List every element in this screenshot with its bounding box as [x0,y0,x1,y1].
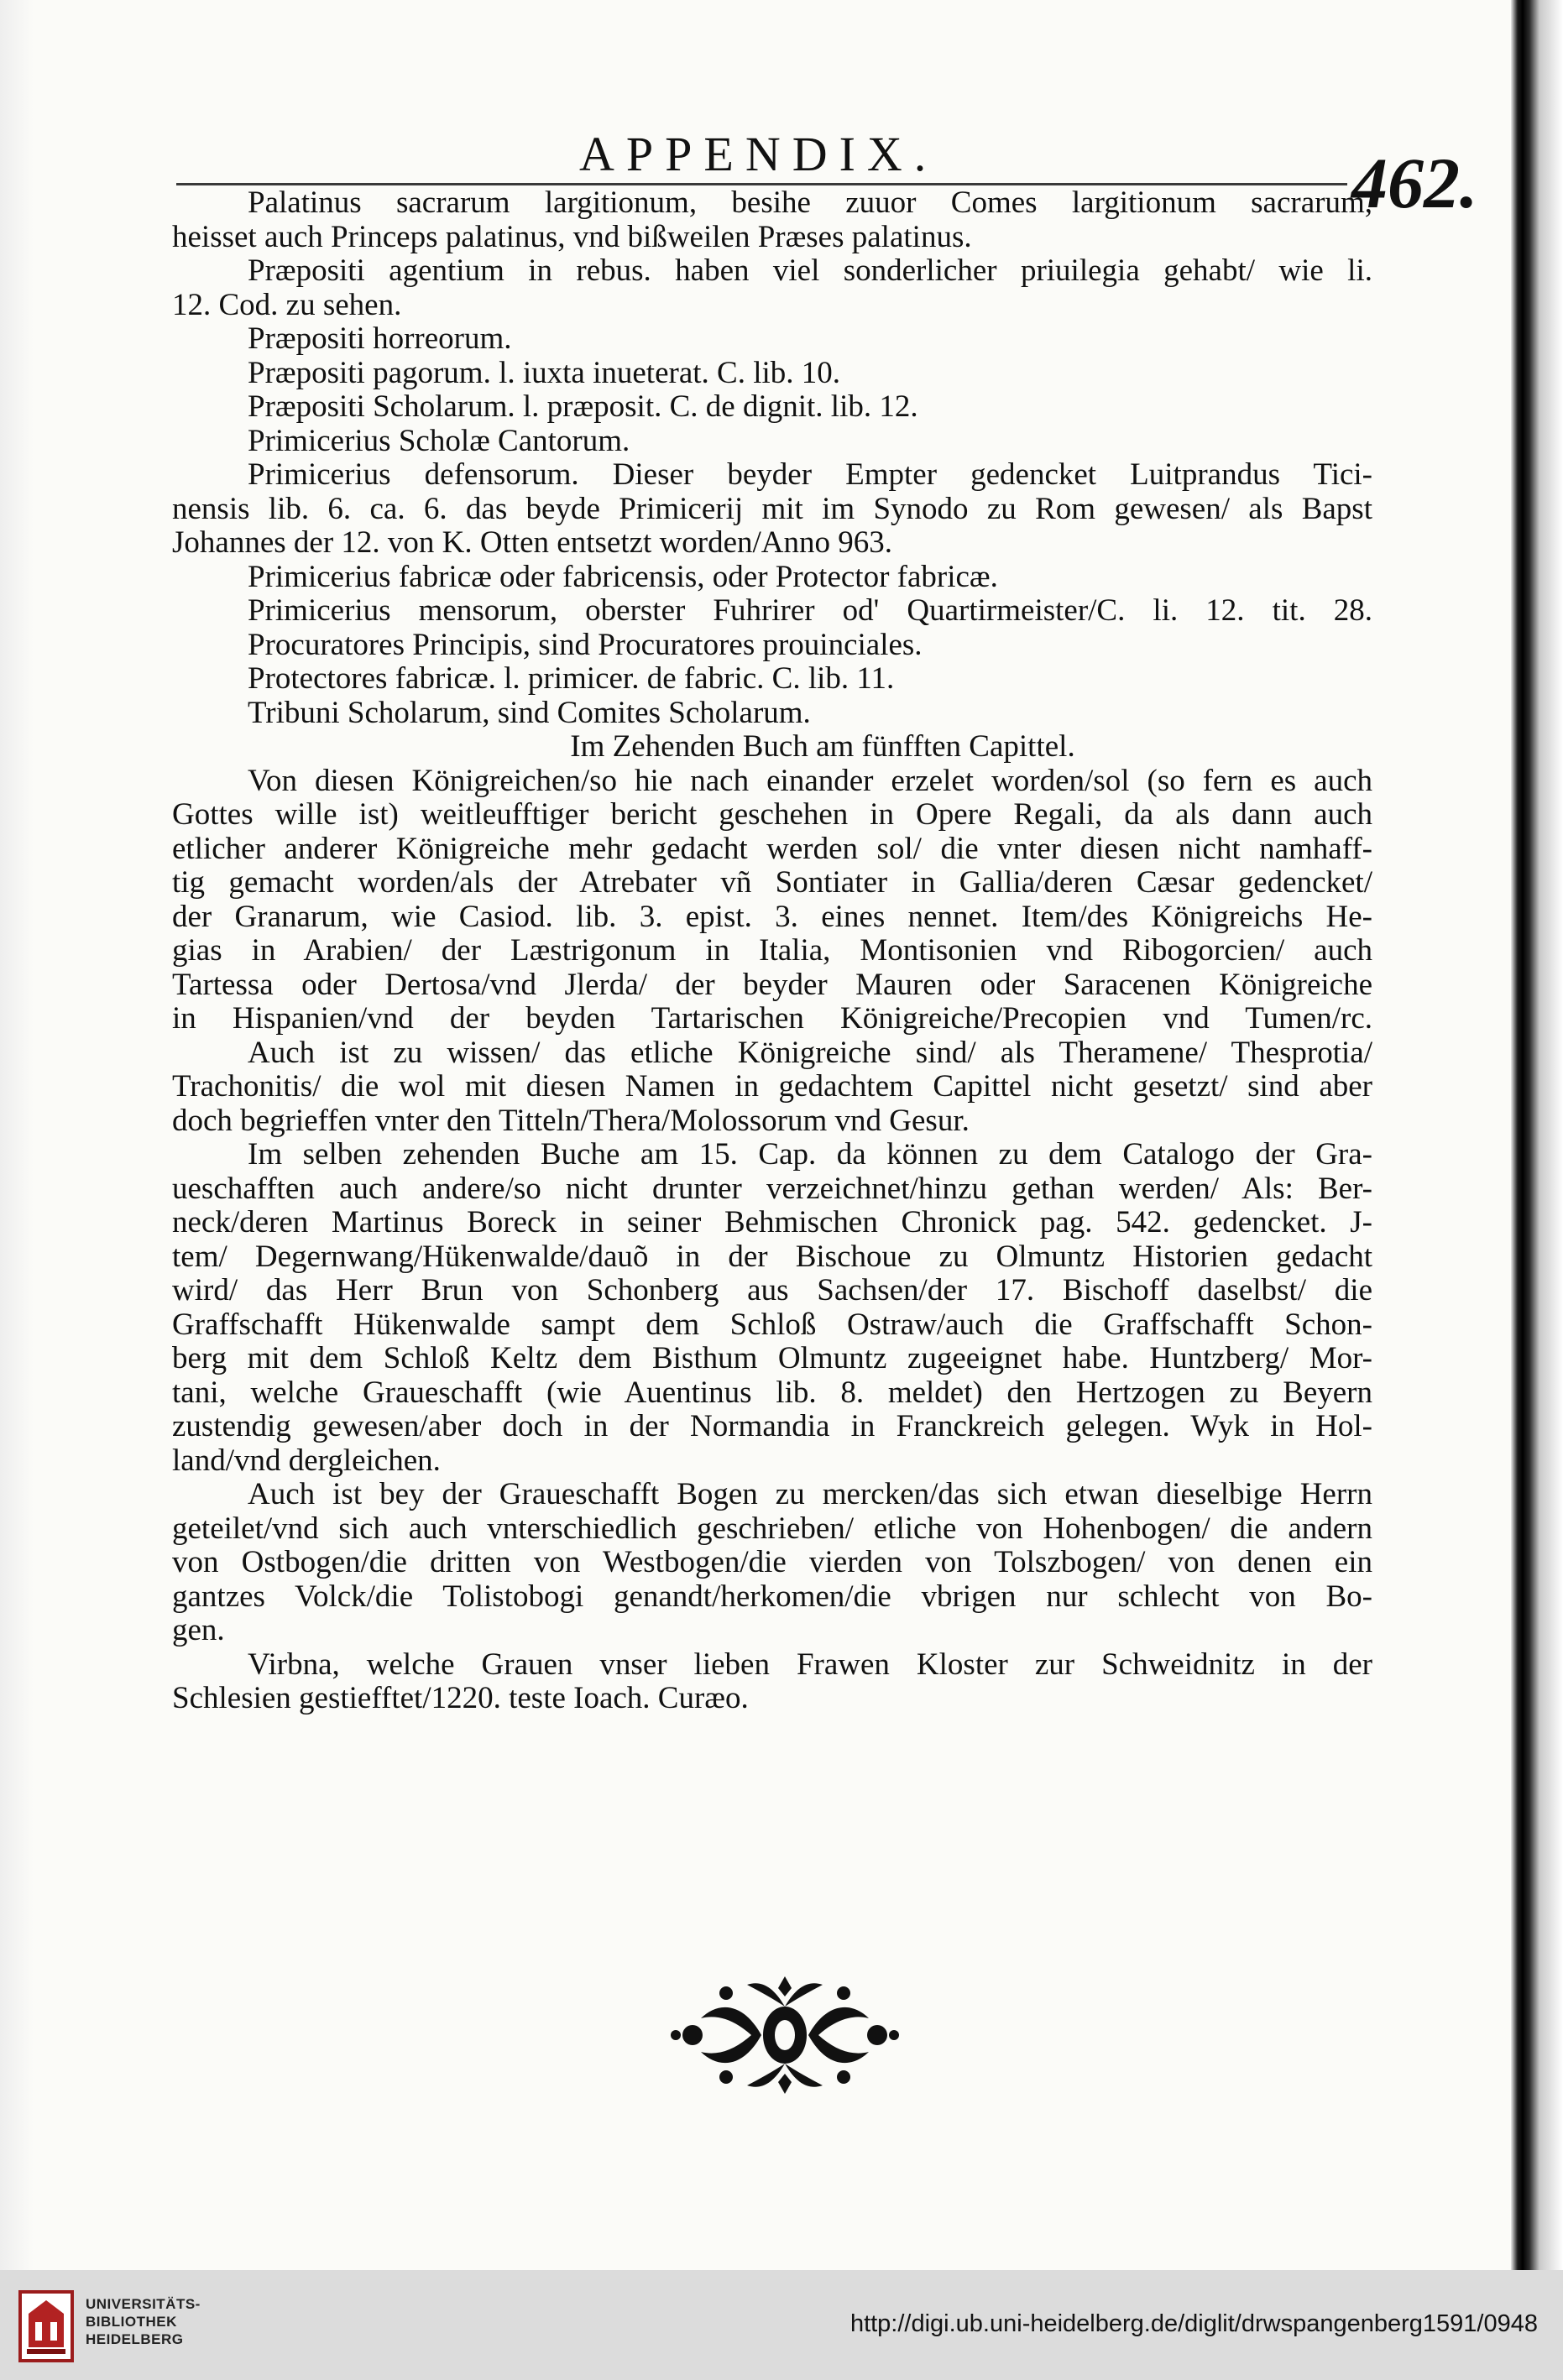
printer-ornament-icon [667,1968,902,2102]
text-line: Palatinus sacrarum largitionum, besihe zuuor Comes largitionum sacrarum, [248,185,1372,220]
text-line: land/vnd dergleichen. [172,1443,441,1478]
text-line: Primicerius defensorum. Dieser beyder Empter gedencket Luitprandus Tici- [248,457,1372,492]
text-line: doch begrieffen vnter den Titteln/Thera/Molossorum vnd Gesur. [172,1103,970,1138]
text-line: 12. Cod. zu sehen. [172,287,402,322]
text-line: Præpositi Scholarum. l. præposit. C. de dignit. lib. 12. [248,389,918,424]
text-line: gen. [172,1613,225,1647]
library-name-line-1: UNIVERSITÄTS- [86,2296,201,2312]
text-line: heisset auch Princeps palatinus, vnd bißweilen Præses palatinus. [172,219,972,254]
text-line: Von diesen Königreichen/so hie nach einander erzelet worden/sol (so fern es auch [248,763,1372,798]
text-line: Auch ist zu wissen/ das etliche Königreiche sind/ als Theramene/ Thesprotia/ [248,1035,1372,1070]
library-name-line-2: BIBLIOTHEK [86,2314,177,2330]
text-line: Virbna, welche Grauen vnser lieben Frawen Kloster zur Schweidnitz in der [248,1647,1372,1682]
text-line: Procuratores Principis, sind Procuratores prouinciales. [248,627,923,662]
text-line: wird/ das Herr Brun von Schonberg aus Sachsen/der 17. Bischoff daselbst/ die [172,1273,1372,1307]
text-line: Graffschafft Hükenwalde sampt dem Schloß Ostraw/auch die Graffschafft Schon- [172,1307,1372,1342]
text-line: etlicher anderer Königreiche mehr gedacht werden sol/ die vnter diesen nicht namhaff- [172,831,1372,866]
running-head: APPENDIX. [579,127,938,181]
text-line: Gottes wille ist) weitleufftiger bericht geschehen in Opere Regali, da als dann auch [172,797,1372,832]
text-line: Præpositi agentium in rebus. haben viel sonderlicher priuilegia gehabt/ wie li. [248,253,1372,288]
text-line: tani, welche Graueschafft (wie Auentinus lib. 8. meldet) den Hertzogen zu Beyern [172,1375,1372,1410]
library-name [86,2295,201,2348]
text-line: zustendig gewesen/aber doch in der Normandia in Franckreich gelegen. Wyk in Hol- [172,1409,1372,1443]
text-line: Præpositi pagorum. l. iuxta inueterat. C. lib. 10. [248,355,841,390]
text-line: tig gemacht worden/als der Atrebater vñ Sontiater in Gallia/deren Cæsar gedencket/ [172,865,1372,900]
university-library-logo-icon [17,2289,76,2364]
body-text [172,186,1372,1716]
permalink-url[interactable]: http://digi.ub.uni-heidelberg.de/diglit/drwspangenberg1591/0948 [849,2310,1538,2337]
text-line: tem/ Degernwang/Hükenwalde/dauõ in der Bischoue zu Olmuntz Historien gedacht [172,1239,1372,1274]
text-line: gias in Arabien/ der Læstrigonum in Italia, Montisonien vnd Ribogorcien/ auch [172,933,1372,968]
text-line: Auch ist bey der Graueschafft Bogen zu mercken/das sich etwan dieselbige Herrn [248,1477,1372,1511]
library-name-line-3: HEIDELBERG [86,2331,184,2347]
text-line: der Granarum, wie Casiod. lib. 3. epist. 3. eines nennet. Item/des Königreichs He- [172,899,1372,934]
text-line: gantzes Volck/die Tolistobogi genandt/herkomen/die vbrigen nur schlecht von Bo- [172,1579,1372,1614]
library-footer-bar [0,2270,1563,2380]
text-line: neck/deren Martinus Boreck in seiner Behmischen Chronick pag. 542. gedencket. J- [172,1205,1372,1240]
text-line: berg mit dem Schloß Keltz dem Bisthum Olmuntz zugeeignet habe. Huntzberg/ Mor- [172,1341,1372,1375]
page-number: 462. [1351,143,1478,223]
page-left-shadow [0,0,34,2270]
text-line: Primicerius Scholæ Cantorum. [248,423,630,458]
text-line: Præpositi horreorum. [248,321,512,356]
text-line: Primicerius mensorum, oberster Fuhrirer od' Quartirmeister/C. li. 12. tit. 28. [248,593,1372,628]
text-line: ueschafften auch andere/so nicht drunter verzeichnet/hinzu gethan werden/ Als: Ber- [172,1171,1372,1206]
text-line: in Hispanien/vnd der beyden Tartarischen Königreiche/Precopien vnd Tumen/rc. [172,1001,1372,1036]
text-line: Im Zehenden Buch am fünfften Capittel. [570,729,1075,764]
book-spine-edge [1511,0,1563,2270]
text-line: Schlesien gestiefftet/1220. teste Ioach. Curæo. [172,1681,749,1715]
text-line: von Ostbogen/die dritten von Westbogen/die vierden von Tolszbogen/ von denen ein [172,1545,1372,1579]
text-line: geteilet/vnd sich auch vnterschiedlich geschrieben/ etliche von Hohenbogen/ die andern [172,1511,1372,1546]
text-line: Trachonitis/ die wol mit diesen Namen in gedachtem Capittel nicht gesetzt/ sind aber [172,1069,1372,1104]
text-line: nensis lib. 6. ca. 6. das beyde Primicerij mit im Synodo zu Rom gewesen/ als Bapst [172,491,1372,526]
text-line: Tribuni Scholarum, sind Comites Scholarum. [248,695,811,730]
text-line: Tartessa oder Dertosa/vnd Jlerda/ der beyder Mauren oder Saracenen Königreiche [172,967,1372,1002]
text-line: Protectores fabricæ. l. primicer. de fabric. C. lib. 11. [248,661,895,696]
text-line: Johannes der 12. von K. Otten entsetzt worden/Anno 963. [172,525,893,560]
text-line: Im selben zehenden Buche am 15. Cap. da können zu dem Catalogo der Gra- [248,1137,1372,1172]
text-line: Primicerius fabricæ oder fabricensis, oder Protector fabricæ. [248,559,998,594]
